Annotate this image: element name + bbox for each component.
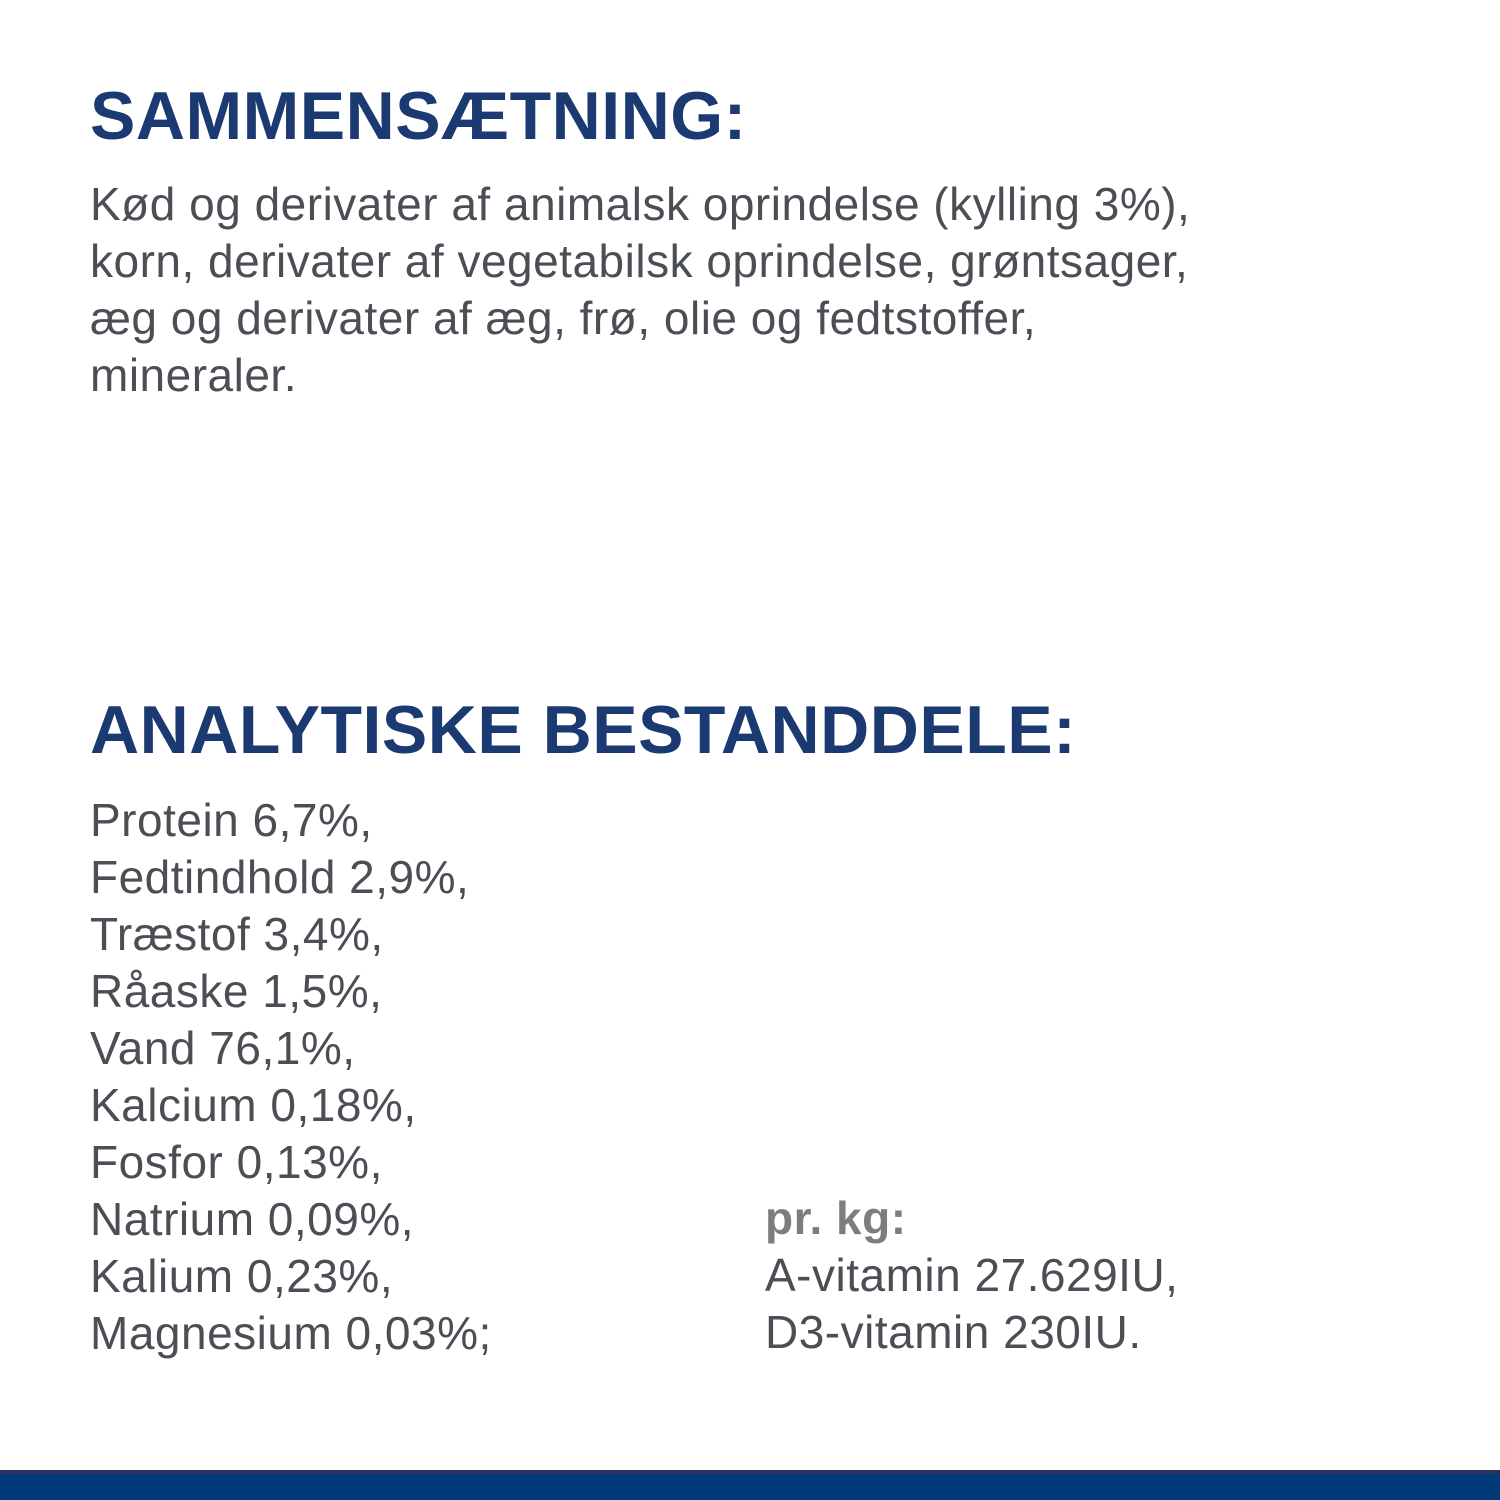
per-kg-label: pr. kg: — [765, 1192, 907, 1244]
analytical-list — [90, 792, 750, 1362]
analytical-item: Protein 6,7%, — [90, 794, 373, 846]
analytical-item: Kalium 0,23%, — [90, 1250, 394, 1302]
bottom-bar-edge — [0, 1470, 1500, 1474]
composition-heading: SAMMENSÆTNING: — [90, 78, 747, 154]
composition-line: mineraler. — [90, 349, 297, 401]
analytical-item: Magnesium 0,03%; — [90, 1307, 492, 1359]
analytical-item: Natrium 0,09%, — [90, 1193, 415, 1245]
analytical-item: Kalcium 0,18%, — [90, 1079, 417, 1131]
analytical-item: Træstof 3,4%, — [90, 908, 384, 960]
analytical-item: Fedtindhold 2,9%, — [90, 851, 470, 903]
composition-line: æg og derivater af æg, frø, olie og fedtstoffer, — [90, 292, 1037, 344]
analytical-item: Vand 76,1%, — [90, 1022, 356, 1074]
bottom-bar — [0, 1470, 1500, 1500]
analytical-heading: ANALYTISKE BESTANDDELE: — [90, 692, 1077, 768]
composition-line: Kød og derivater af animalsk oprindelse (kylling 3%), — [90, 178, 1191, 230]
analytical-item: Fosfor 0,13%, — [90, 1136, 383, 1188]
analytical-item: Råaske 1,5%, — [90, 965, 383, 1017]
composition-text — [90, 176, 1470, 404]
per-kg-line: D3-vitamin 230IU. — [765, 1306, 1142, 1358]
per-kg-line: A-vitamin 27.629IU, — [765, 1249, 1179, 1301]
composition-line: korn, derivater af vegetabilsk oprindelse, grøntsager, — [90, 235, 1189, 287]
per-kg-block — [765, 1190, 1425, 1361]
